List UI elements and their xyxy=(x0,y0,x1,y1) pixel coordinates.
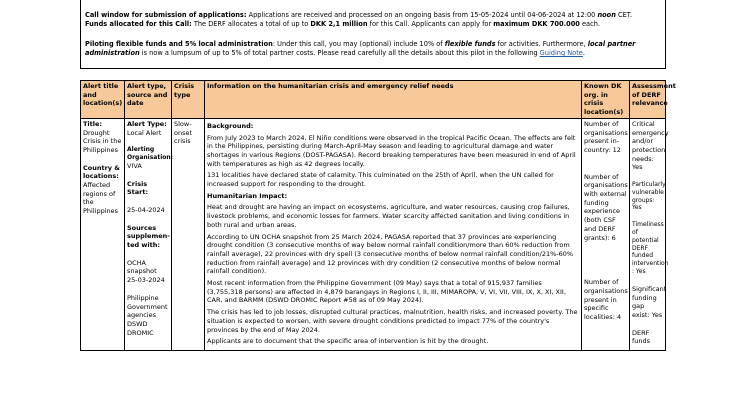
title-value: Drought Crisis in the Philippines xyxy=(83,128,122,154)
header-crisis-type: Crisis type xyxy=(172,81,205,119)
orgs-present-country: Number of organisations present in-country: 12 xyxy=(584,119,628,154)
guiding-note-link[interactable]: Guiding Note xyxy=(539,49,583,58)
header-derf-relevance: Assessment of DERF relevance xyxy=(630,81,666,119)
crisis-start-label: Crisis Start: xyxy=(127,179,149,197)
relevance-timeliness: Timeliness of potential DERF funded intervention : Yes xyxy=(632,221,669,275)
call-window-line: Call window for submission of applications: Applications are received and processed on an ongoing basis from 15-05-2024 until 04-06-2024 at 12:00 noon CET. xyxy=(85,11,633,19)
crisis-start-value: 25-04-2024 xyxy=(127,205,165,214)
funds-allocated-line: Funds allocated for this Call: The DERF allocates a total of up to DKK 2,1 million for this Call. Applicants can apply for maximum DKK 700.000 each. xyxy=(85,20,600,28)
relevance-needs: Critical emergency and/or protection needs: Yes xyxy=(632,119,669,172)
background-heading: Background: xyxy=(207,121,254,130)
impact-paragraph-5: Applicants are to document that the specific area of intervention is hit by the drought. xyxy=(207,337,489,346)
title-label: Title: xyxy=(83,119,103,128)
alert-type-value: Local Alert xyxy=(127,128,162,137)
sources-label: Sources supplemen-ted with: xyxy=(127,223,170,250)
cell-alert-type xyxy=(125,118,172,350)
impact-paragraph-3: Most recent information from the Philippine Government (09 May) says that a total of 915,937 families (3,755,318 persons) are affected in 4,879 barangays in Regions I, II, III, MIMAROPA, V, VI, VII, VIII, IX, X, XI, XII, CAR, and BARMM (DSWD DROMIC Report #58 as of 09 May 2024). xyxy=(207,279,566,305)
table-header-row xyxy=(81,81,666,119)
pilot-paragraph: Piloting flexible funds and 5% local administration: Under this call, you may (optional) include 10% of flexible funds for activities. Furthermore, local partner administration is now a lumpsum of up to 5% of total partner costs. Please read carefully all the details about this pilot in the following Guiding Note. xyxy=(85,40,636,58)
impact-heading: Humanitarian Impact: xyxy=(207,191,288,200)
cell-crisis-info xyxy=(205,118,582,350)
orgs-present-localities: Number of organisations present in specific localities: 4 xyxy=(584,278,628,322)
alerting-org-label: Alerting Organisation: xyxy=(127,146,174,162)
impact-paragraph-2: According to UN OCHA snapshot from 25 March 2024, PAGASA reported that 37 provinces are experiencing drought condition (3 consecutive months of way below normal rainfall condition/more than 60% reduction from rainfall average), 22 provinces with dry spell (3 consecutive months of below normal rainfall condition/21%-60% reduction from rainfall average) and 12 provinces with dry condition (2 consecutive months of below normal rainfall condition). xyxy=(207,232,574,276)
orgs-external-funding: Number of organisations with external funding experience (both CSF and DERF grants): 6 xyxy=(584,172,628,242)
cell-known-dk-org xyxy=(582,118,630,350)
source-ocha: OCHA snapshot 25-03-2024 xyxy=(127,258,165,285)
header-crisis-info: Information on the humanitarian crisis and emergency relief needs xyxy=(205,81,582,119)
alert-type-label: Alert Type: xyxy=(127,119,167,128)
header-alert-title: Alert title and location(s) xyxy=(81,81,125,119)
header-alert-type: Alert type, source and date xyxy=(125,81,172,119)
relevance-funding-gap: Significant funding gap exist: Yes xyxy=(632,284,667,319)
crisis-type-value: Slow-onset crisis xyxy=(174,119,193,146)
cell-crisis-type xyxy=(172,118,205,350)
header-known-dk-org: Known DK org. in crisis location(s) xyxy=(582,81,630,119)
call-info-box xyxy=(80,0,666,69)
cell-derf-relevance xyxy=(630,118,669,350)
country-value: Affected regions of the Philippines xyxy=(83,181,119,216)
impact-paragraph-1: Heat and drought are having an impact on ecosystems, agriculture, and water resources, causing crop failures, livestock problems, and economic losses for farmers. Water scarcity affected sanitation and living conditions in both rural and urban areas. xyxy=(207,203,570,229)
table-row xyxy=(81,118,666,350)
relevance-derf-funds: DERF funds xyxy=(632,328,651,346)
alert-table xyxy=(80,80,676,351)
background-paragraph-2: 131 localities have declared state of calamity. This culminated on the 25th of April, when the UN called for increased support for responding to the drought. xyxy=(207,171,554,189)
background-paragraph-1: From July 2023 to March 2024, El Niño conditions were observed in the tropical Pacific Ocean. The effects are felt in the Philippines, persisting during March-April-May season and leading to agricultural damage and water shortages in various Regions (DOST-PAGASA). Record breaking temperatures have been measured in end of April with temperatures as high as 42 degrees locally. xyxy=(207,133,576,168)
alerting-org-value: VIVA xyxy=(127,161,142,170)
country-label: Country & locations: xyxy=(83,163,120,181)
relevance-vulnerable: Particularly vulnerable groups: Yes xyxy=(632,181,666,212)
source-government: Philippine Government agencies DSWD DROMIC xyxy=(127,293,168,337)
impact-paragraph-4: The crisis has led to job losses, disrupted cultural practices, malnutrition, health risks, and increased poverty. The situation is expected to worsen, with severe drought conditions predicted to impact 77% of the country's provinces by the end of May 2024. xyxy=(207,308,578,334)
cell-alert-title xyxy=(81,118,125,350)
